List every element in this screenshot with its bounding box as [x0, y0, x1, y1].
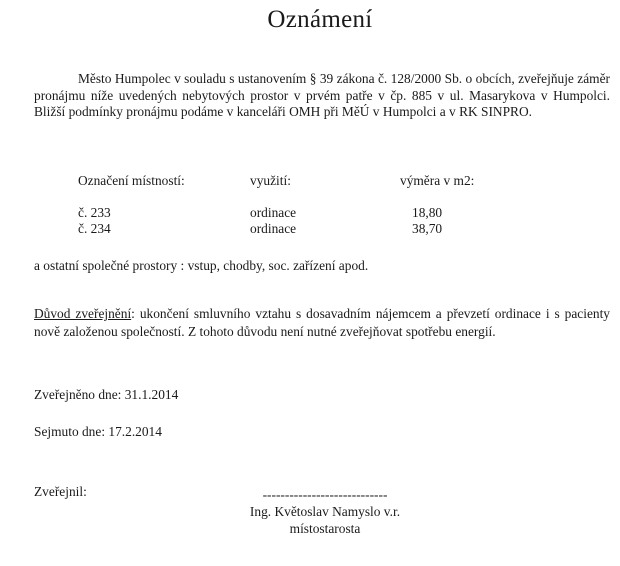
- signatory-name: Ing. Květoslav Namyslo v.r.: [249, 504, 401, 519]
- signatory-role: místostarosta: [289, 521, 361, 536]
- row-room: č. 233: [78, 205, 111, 220]
- intro-text: Město Humpolec v souladu s ustanovením § 39 zákona č. 128/2000 Sb. o obcích, zveřejňuje záměr pronájmu níže uvedených nebytových prostor v prvém patře v čp. 885 v ul. Masarykova v Humpolci. Bližší podmínky pronájmu podáme v kanceláři OMH při MěÚ v Humpolci a v RK SINPRO.: [34, 71, 610, 119]
- intro-paragraph: [34, 71, 610, 121]
- published-by-label: Zveřejnil:: [34, 484, 87, 499]
- row-area: 38,70: [412, 221, 443, 236]
- signature-line: ----------------------------: [262, 487, 388, 502]
- signature-block: [230, 486, 420, 537]
- header-use: využití:: [250, 173, 291, 188]
- header-room: Označení místností:: [78, 173, 185, 188]
- reason-label: Důvod zveřejnění: [34, 306, 132, 321]
- published-date: Zveřejněno dne: 31.1.2014: [34, 387, 179, 402]
- reason-text: : ukončení smluvního vztahu s dosavadním nájemcem a převzetí ordinace i s pacienty nově založenou společností. Z tohoto důvodu není nutné zveřejňovat spotřebu energií.: [34, 306, 611, 339]
- reason-paragraph: [34, 305, 610, 341]
- row-room: č. 234: [78, 221, 111, 236]
- common-spaces-note: a ostatní společné prostory : vstup, chodby, soc. zařízení apod.: [34, 258, 369, 273]
- row-use: ordinace: [250, 205, 297, 220]
- document-title: Oznámení: [267, 6, 373, 33]
- header-area: výměra v m2:: [400, 173, 475, 188]
- row-area: 18,80: [412, 205, 443, 220]
- row-use: ordinace: [250, 221, 297, 236]
- removed-date: Sejmuto dne: 17.2.2014: [34, 424, 162, 439]
